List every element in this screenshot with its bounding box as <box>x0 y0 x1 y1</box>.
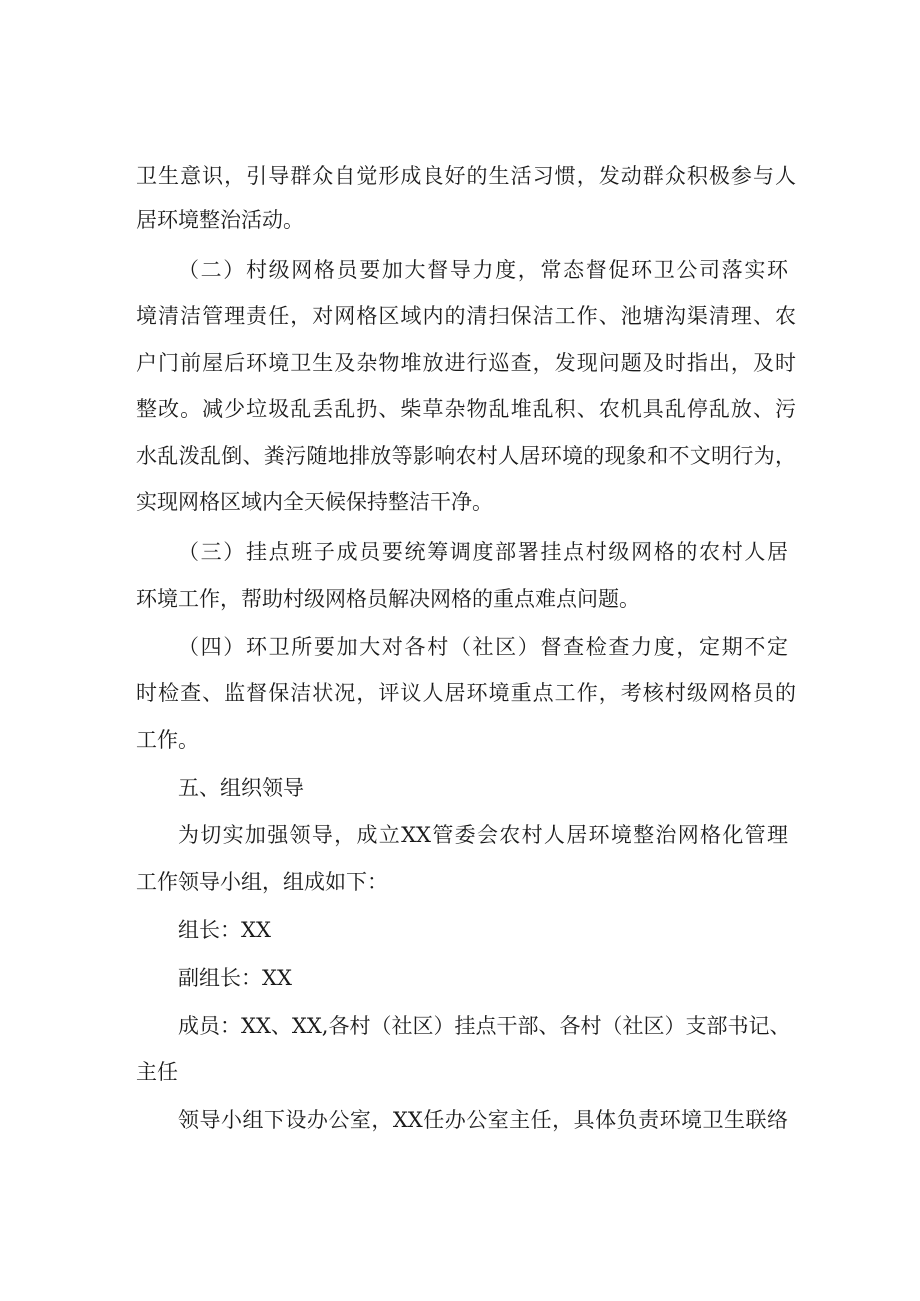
paragraph-line: 环境工作，帮助村级网格员解决网格的重点难点问题。 <box>136 587 640 611</box>
paragraph-line: （二）村级网格员要加大督导力度，常态督促环卫公司落实环 <box>178 258 788 282</box>
paragraph-line: 主任 <box>136 1060 178 1084</box>
paragraph-line: 整改。减少垃圾乱丢乱扔、柴草杂物乱堆乱积、农机具乱停乱放、污 <box>136 397 796 421</box>
paragraph-line: 时检查、监督保洁状况，评议人居环境重点工作，考核村级网格员的 <box>136 681 796 705</box>
paragraph-line: 居环境整治活动。 <box>136 208 304 232</box>
section-heading: 五、组织领导 <box>178 776 304 800</box>
paragraph-line: 领导小组下设办公室，XX任办公室主任，具体负责环境卫生联络 <box>178 1108 788 1132</box>
paragraph-line: 境清洁管理责任，对网格区域内的清扫保洁工作、池塘沟渠清理、农 <box>136 304 796 328</box>
paragraph-line: 副组长：XX <box>178 966 292 990</box>
paragraph-line: （四）环卫所要加大对各村（社区）督查检查力度，定期不定 <box>178 635 788 659</box>
paragraph-line: 组长：XX <box>178 918 271 942</box>
paragraph-line: 户门前屋后环境卫生及杂物堆放进行巡查，发现问题及时指出，及时 <box>136 351 796 375</box>
paragraph-line: 水乱泼乱倒、粪污随地排放等影响农村人居环境的现象和不文明行为， <box>136 444 796 468</box>
paragraph-line: 实现网格区域内全天候保持整洁干净。 <box>136 490 493 514</box>
paragraph-line: 工作领导小组，组成如下： <box>136 870 388 894</box>
paragraph-line: （三）挂点班子成员要统筹调度部署挂点村级网格的农村人居 <box>178 540 788 564</box>
paragraph-line: 为切实加强领导，成立XX管委会农村人居环境整治网格化管理 <box>178 823 788 847</box>
paragraph-line: 卫生意识，引导群众自觉形成良好的生活习惯，发动群众积极参与人 <box>136 164 796 188</box>
paragraph-line: 工作。 <box>136 728 199 752</box>
paragraph-line: 成员：XX、XX,各村（社区）挂点干部、各村（社区）支部书记、 <box>178 1014 791 1038</box>
